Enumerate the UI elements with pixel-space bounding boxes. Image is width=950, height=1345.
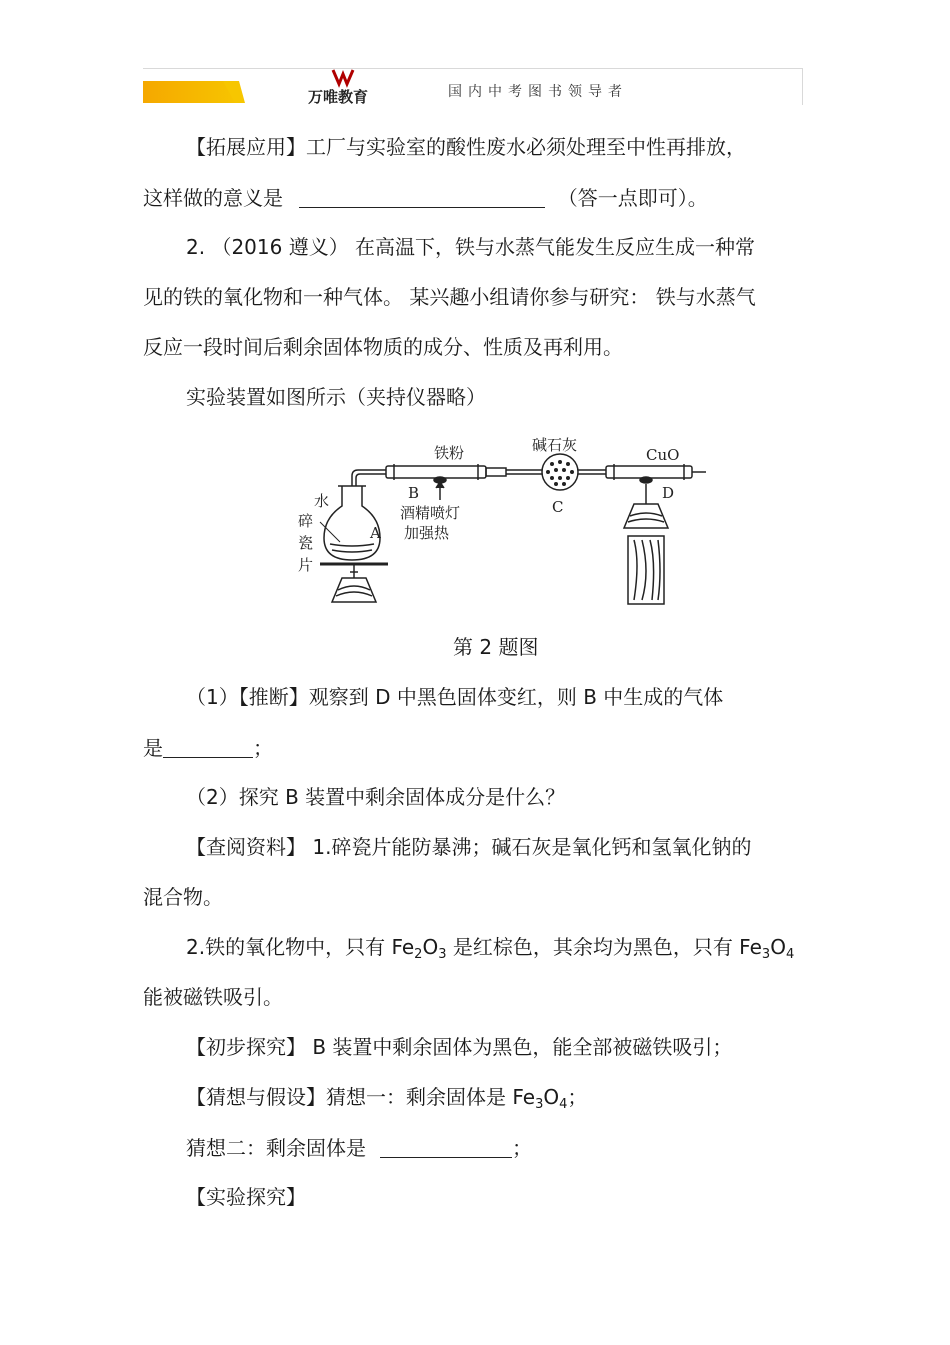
- label-lamp2: 加强热: [404, 524, 450, 542]
- p1-line2-hint: （答一点即可）。: [557, 186, 708, 210]
- guess2-end: ；: [512, 1136, 532, 1160]
- label-iron-powder: 铁粉: [434, 444, 465, 462]
- guess2-line: [186, 1137, 532, 1158]
- ref2-line1: [186, 935, 795, 962]
- s1-line2-text: 是: [143, 736, 163, 760]
- ref2-text-a: 2.铁的氧化物中，只有 Fe: [186, 935, 415, 959]
- p1-line1: 【拓展应用】工厂与实验室的酸性废水必须处理至中性再排放，: [186, 135, 746, 159]
- prelim-line: 【初步探究】 B 装置中剩余固体为黑色，能全部被磁铁吸引；: [186, 1035, 733, 1059]
- guess1-text-a: 【猜想与假设】猜想一：剩余固体是 Fe: [186, 1085, 536, 1109]
- guess2-text: 猜想二：剩余固体是: [186, 1136, 366, 1160]
- guess1-text-c: ；: [567, 1085, 588, 1109]
- header-slogan: 国内中考图书领导者: [448, 84, 628, 100]
- guess2-answer-blank[interactable]: [380, 1137, 512, 1158]
- label-porcelain-1: 碎: [298, 512, 314, 530]
- apparatus-note: 实验装置如图所示（夹持仪器略）: [186, 385, 486, 409]
- figure-caption: 第 2 题图: [453, 635, 539, 659]
- answer-blank[interactable]: [299, 187, 545, 208]
- ref2-sub4: 4: [785, 947, 795, 962]
- ref2-sub1: 2: [414, 947, 423, 962]
- guess1-sub2: 4: [559, 1097, 568, 1112]
- logo-icon: [331, 68, 361, 88]
- s1-line2-end: ；: [253, 736, 273, 760]
- q2-line1: 2. （2016 遵义） 在高温下，铁与水蒸气能发生反应生成一种常: [186, 235, 756, 259]
- ref2-sub2: 3: [438, 947, 447, 962]
- guess1-line: [186, 1085, 588, 1112]
- gas-answer-blank[interactable]: [163, 737, 253, 758]
- s2-line: （2）探究 B 装置中剩余固体成分是什么？: [186, 785, 566, 809]
- ref2-text-c: 是红棕色，其余均为黑色，只有 Fe: [446, 935, 762, 959]
- p1-line2-text: 这样做的意义是: [143, 186, 283, 210]
- label-b: B: [408, 484, 420, 502]
- guess1-sub1: 3: [535, 1097, 544, 1112]
- ref2-text-b: O: [422, 935, 439, 959]
- guess1-text-b: O: [543, 1085, 560, 1109]
- label-c: C: [552, 498, 564, 516]
- p1-line2: [143, 187, 708, 208]
- experiment-heading: 【实验探究】: [186, 1185, 306, 1209]
- header-stripe-diagonal: [143, 69, 263, 105]
- label-porcelain-3: 片: [298, 556, 314, 574]
- label-d: D: [662, 484, 675, 502]
- label-water: 水: [314, 492, 330, 510]
- ref2-line2: 能被磁铁吸引。: [143, 985, 283, 1009]
- s1-line1: （1）【推断】观察到 D 中黑色固体变红，则 B 中生成的气体: [186, 685, 724, 709]
- ref2-text-d: O: [770, 935, 786, 959]
- label-a: A: [370, 524, 381, 542]
- label-porcelain-2: 瓷: [298, 534, 314, 552]
- q2-line3: 反应一段时间后剩余固体物质的成分、性质及再利用。: [143, 335, 623, 359]
- s1-line2: [143, 737, 273, 758]
- q2-line2: 见的铁的氧化物和一种气体。 某兴趣小组请你参与研究： 铁与水蒸气: [143, 285, 756, 309]
- ref-line2: 混合物。: [143, 885, 223, 909]
- label-soda-lime: 碱石灰: [532, 436, 578, 454]
- apparatus-diagram: [294, 432, 714, 612]
- label-cuo: CuO: [646, 446, 680, 464]
- ref-line1: 【查阅资料】 1.碎瓷片能防暴沸；碱石灰是氧化钙和氢氧化钠的: [186, 835, 752, 859]
- logo-text: 万唯教育: [308, 88, 369, 106]
- ref2-sub3: 3: [761, 947, 771, 962]
- label-lamp1: 酒精喷灯: [400, 504, 461, 522]
